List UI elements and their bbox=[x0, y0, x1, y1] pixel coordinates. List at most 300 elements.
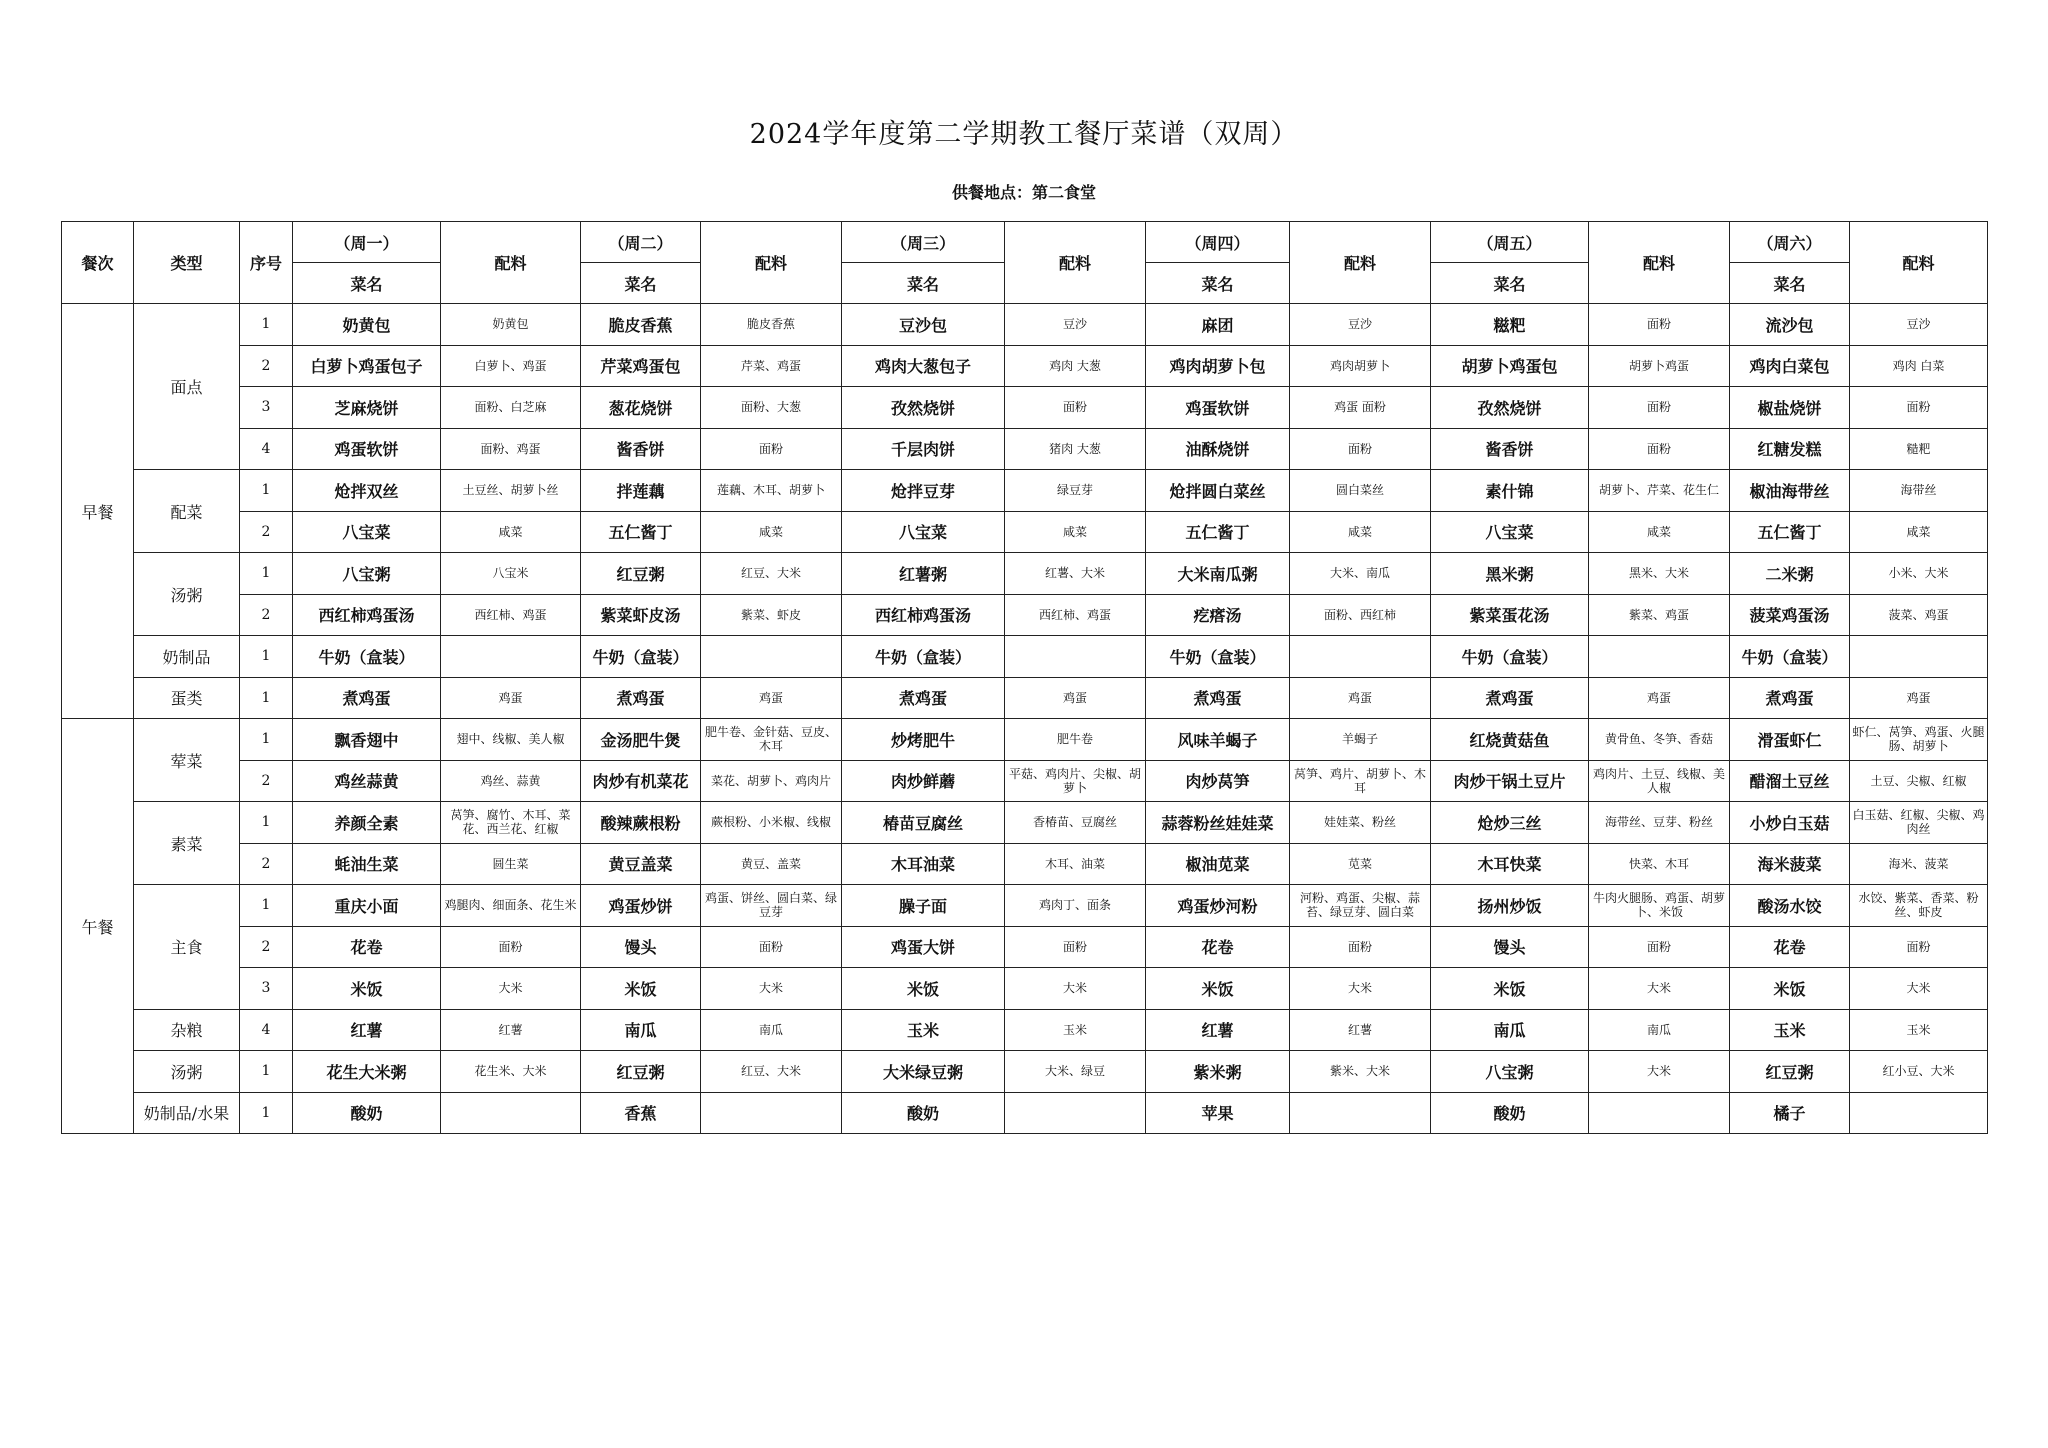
menu-table bbox=[61, 221, 1988, 1134]
dish-name-cell: 椒油海带丝 bbox=[1730, 470, 1850, 512]
ingredient-cell: 玉米 bbox=[1850, 1009, 1988, 1051]
dish-name-cell: 橘子 bbox=[1730, 1092, 1850, 1134]
category-cell: 荤菜 bbox=[134, 719, 240, 802]
ingredient-cell: 木耳、油菜 bbox=[1005, 843, 1146, 885]
ingredient-cell: 蕨根粉、小米椒、线椒 bbox=[701, 802, 842, 844]
ingredient-cell: 面粉 bbox=[1589, 304, 1730, 346]
meal-cell: 午餐 bbox=[62, 719, 134, 1134]
ingredient-cell: 面粉 bbox=[1850, 387, 1988, 429]
dish-name-cell: 煮鸡蛋 bbox=[1146, 677, 1290, 719]
ingredient-cell: 红豆、大米 bbox=[701, 553, 842, 595]
menu-row bbox=[62, 885, 1988, 927]
ingredient-cell: 土豆、尖椒、红椒 bbox=[1850, 760, 1988, 802]
ingredient-cell: 面粉 bbox=[1290, 926, 1431, 968]
dish-name-cell: 臊子面 bbox=[842, 885, 1005, 927]
ingredient-cell bbox=[1589, 636, 1730, 678]
header-dish-name: 菜名 bbox=[1431, 263, 1589, 304]
ingredient-cell bbox=[1589, 1092, 1730, 1134]
header-dish-name: 菜名 bbox=[1730, 263, 1850, 304]
dish-name-cell: 米饭 bbox=[1730, 968, 1850, 1010]
ingredient-cell: 鸡蛋 bbox=[1589, 677, 1730, 719]
ingredient-cell: 大米 bbox=[1589, 1051, 1730, 1093]
ingredient-cell: 水饺、紫菜、香菜、粉丝、虾皮 bbox=[1850, 885, 1988, 927]
menu-row bbox=[62, 594, 1988, 636]
dish-name-cell: 木耳油菜 bbox=[842, 843, 1005, 885]
ingredient-cell: 咸菜 bbox=[441, 511, 581, 553]
dish-name-cell: 鸡蛋炒饼 bbox=[581, 885, 701, 927]
ingredient-cell: 猪肉 大葱 bbox=[1005, 428, 1146, 470]
ingredient-cell: 鸡蛋 bbox=[1290, 677, 1431, 719]
dish-name-cell: 南瓜 bbox=[581, 1009, 701, 1051]
seq-cell: 1 bbox=[240, 636, 293, 678]
dish-name-cell: 炝拌豆芽 bbox=[842, 470, 1005, 512]
category-cell: 奶制品 bbox=[134, 636, 240, 678]
header-dish-name: 菜名 bbox=[293, 263, 441, 304]
header-meal: 餐次 bbox=[62, 222, 134, 304]
ingredient-cell: 土豆丝、胡萝卜丝 bbox=[441, 470, 581, 512]
seq-cell: 1 bbox=[240, 553, 293, 595]
header-day-mon: （周一） bbox=[293, 222, 441, 263]
dish-name-cell: 煮鸡蛋 bbox=[1431, 677, 1589, 719]
ingredient-cell bbox=[1005, 636, 1146, 678]
dish-name-cell: 肉炒有机菜花 bbox=[581, 760, 701, 802]
dish-name-cell: 炒烤肥牛 bbox=[842, 719, 1005, 761]
menu-row bbox=[62, 968, 1988, 1010]
ingredient-cell: 鸡蛋、饼丝、圆白菜、绿豆芽 bbox=[701, 885, 842, 927]
ingredient-cell: 牛肉火腿肠、鸡蛋、胡萝卜、米饭 bbox=[1589, 885, 1730, 927]
dish-name-cell: 木耳快菜 bbox=[1431, 843, 1589, 885]
header-ingredient: 配料 bbox=[1589, 222, 1730, 304]
dish-name-cell: 红豆粥 bbox=[1730, 1051, 1850, 1093]
menu-row bbox=[62, 1092, 1988, 1134]
ingredient-cell bbox=[1005, 1092, 1146, 1134]
seq-cell: 2 bbox=[240, 843, 293, 885]
dish-name-cell: 素什锦 bbox=[1431, 470, 1589, 512]
ingredient-cell: 肥牛卷、金针菇、豆皮、木耳 bbox=[701, 719, 842, 761]
dish-name-cell: 豆沙包 bbox=[842, 304, 1005, 346]
ingredient-cell bbox=[441, 636, 581, 678]
dish-name-cell: 黄豆盖菜 bbox=[581, 843, 701, 885]
ingredient-cell: 鸡蛋 bbox=[441, 677, 581, 719]
header-ingredient: 配料 bbox=[1850, 222, 1988, 304]
menu-row bbox=[62, 345, 1988, 387]
ingredient-cell: 咸菜 bbox=[1850, 511, 1988, 553]
ingredient-cell: 紫菜、鸡蛋 bbox=[1589, 594, 1730, 636]
ingredient-cell bbox=[441, 1092, 581, 1134]
dish-name-cell: 孜然烧饼 bbox=[842, 387, 1005, 429]
header-day-thu: （周四） bbox=[1146, 222, 1290, 263]
dish-name-cell: 葱花烧饼 bbox=[581, 387, 701, 429]
ingredient-cell: 面粉 bbox=[1850, 926, 1988, 968]
ingredient-cell: 菜花、胡萝卜、鸡肉片 bbox=[701, 760, 842, 802]
ingredient-cell: 大米 bbox=[441, 968, 581, 1010]
dish-name-cell: 玉米 bbox=[1730, 1009, 1850, 1051]
category-cell: 素菜 bbox=[134, 802, 240, 885]
dish-name-cell: 红糖发糕 bbox=[1730, 428, 1850, 470]
ingredient-cell: 鸡肉胡萝卜 bbox=[1290, 345, 1431, 387]
meal-cell: 早餐 bbox=[62, 304, 134, 719]
menu-row bbox=[62, 553, 1988, 595]
dish-name-cell: 孜然烧饼 bbox=[1431, 387, 1589, 429]
dish-name-cell: 红豆粥 bbox=[581, 553, 701, 595]
ingredient-cell: 糙粑 bbox=[1850, 428, 1988, 470]
ingredient-cell: 玉米 bbox=[1005, 1009, 1146, 1051]
dish-name-cell: 黑米粥 bbox=[1431, 553, 1589, 595]
dish-name-cell: 米饭 bbox=[1431, 968, 1589, 1010]
ingredient-cell: 黄豆、盖菜 bbox=[701, 843, 842, 885]
ingredient-cell: 咸菜 bbox=[701, 511, 842, 553]
dish-name-cell: 鸡肉白菜包 bbox=[1730, 345, 1850, 387]
dish-name-cell: 椒盐烧饼 bbox=[1730, 387, 1850, 429]
ingredient-cell: 胡萝卜鸡蛋 bbox=[1589, 345, 1730, 387]
dish-name-cell: 五仁酱丁 bbox=[1730, 511, 1850, 553]
ingredient-cell: 胡萝卜、芹菜、花生仁 bbox=[1589, 470, 1730, 512]
ingredient-cell: 翅中、线椒、美人椒 bbox=[441, 719, 581, 761]
ingredient-cell: 香椿苗、豆腐丝 bbox=[1005, 802, 1146, 844]
ingredient-cell: 菠菜、鸡蛋 bbox=[1850, 594, 1988, 636]
ingredient-cell: 大米、绿豆 bbox=[1005, 1051, 1146, 1093]
dish-name-cell: 煮鸡蛋 bbox=[293, 677, 441, 719]
ingredient-cell: 绿豆芽 bbox=[1005, 470, 1146, 512]
ingredient-cell: 黄骨鱼、冬笋、香菇 bbox=[1589, 719, 1730, 761]
ingredient-cell: 海米、菠菜 bbox=[1850, 843, 1988, 885]
menu-row bbox=[62, 843, 1988, 885]
ingredient-cell: 面粉 bbox=[1005, 926, 1146, 968]
page-title: 2024学年度第二学期教工餐厅菜谱（双周） bbox=[749, 119, 1299, 150]
dish-name-cell: 八宝粥 bbox=[1431, 1051, 1589, 1093]
ingredient-cell: 面粉 bbox=[1290, 428, 1431, 470]
ingredient-cell: 白萝卜、鸡蛋 bbox=[441, 345, 581, 387]
dish-name-cell: 南瓜 bbox=[1431, 1009, 1589, 1051]
dish-name-cell: 鸡蛋软饼 bbox=[293, 428, 441, 470]
dish-name-cell: 牛奶（盒装） bbox=[1146, 636, 1290, 678]
ingredient-cell: 面粉 bbox=[701, 428, 842, 470]
dish-name-cell: 小炒白玉菇 bbox=[1730, 802, 1850, 844]
dish-name-cell: 白萝卜鸡蛋包子 bbox=[293, 345, 441, 387]
ingredient-cell: 红薯、大米 bbox=[1005, 553, 1146, 595]
ingredient-cell: 黑米、大米 bbox=[1589, 553, 1730, 595]
header-day-sat: （周六） bbox=[1730, 222, 1850, 263]
header-day-wed: （周三） bbox=[842, 222, 1005, 263]
ingredient-cell: 大米 bbox=[701, 968, 842, 1010]
seq-cell: 4 bbox=[240, 1009, 293, 1051]
dish-name-cell: 蚝油生菜 bbox=[293, 843, 441, 885]
dish-name-cell: 五仁酱丁 bbox=[581, 511, 701, 553]
dish-name-cell: 米饭 bbox=[842, 968, 1005, 1010]
dish-name-cell: 花卷 bbox=[1146, 926, 1290, 968]
ingredient-cell: 脆皮香蕉 bbox=[701, 304, 842, 346]
dish-name-cell: 拌莲藕 bbox=[581, 470, 701, 512]
ingredient-cell: 紫菜、虾皮 bbox=[701, 594, 842, 636]
dish-name-cell: 大米绿豆粥 bbox=[842, 1051, 1005, 1093]
category-cell: 杂粮 bbox=[134, 1009, 240, 1051]
ingredient-cell: 大米 bbox=[1850, 968, 1988, 1010]
dish-name-cell: 养颜全素 bbox=[293, 802, 441, 844]
dish-name-cell: 米饭 bbox=[581, 968, 701, 1010]
seq-cell: 1 bbox=[240, 470, 293, 512]
menu-row bbox=[62, 802, 1988, 844]
dish-name-cell: 紫米粥 bbox=[1146, 1051, 1290, 1093]
dish-name-cell: 米饭 bbox=[293, 968, 441, 1010]
dish-name-cell: 千层肉饼 bbox=[842, 428, 1005, 470]
ingredient-cell: 小米、大米 bbox=[1850, 553, 1988, 595]
dish-name-cell: 蒜蓉粉丝娃娃菜 bbox=[1146, 802, 1290, 844]
menu-row bbox=[62, 1009, 1988, 1051]
seq-cell: 1 bbox=[240, 1051, 293, 1093]
ingredient-cell: 红豆、大米 bbox=[701, 1051, 842, 1093]
ingredient-cell: 面粉 bbox=[1589, 926, 1730, 968]
ingredient-cell: 苋菜 bbox=[1290, 843, 1431, 885]
dish-name-cell: 八宝菜 bbox=[842, 511, 1005, 553]
header-ingredient: 配料 bbox=[1290, 222, 1431, 304]
ingredient-cell: 鸡肉 白菜 bbox=[1850, 345, 1988, 387]
ingredient-cell: 肥牛卷 bbox=[1005, 719, 1146, 761]
dish-name-cell: 红豆粥 bbox=[581, 1051, 701, 1093]
ingredient-cell: 鸡肉 大葱 bbox=[1005, 345, 1146, 387]
ingredient-cell: 咸菜 bbox=[1290, 511, 1431, 553]
ingredient-cell: 面粉、西红柿 bbox=[1290, 594, 1431, 636]
ingredient-cell: 快菜、木耳 bbox=[1589, 843, 1730, 885]
ingredient-cell: 鸡蛋 bbox=[1850, 677, 1988, 719]
dish-name-cell: 炝拌双丝 bbox=[293, 470, 441, 512]
dish-name-cell: 红薯 bbox=[293, 1009, 441, 1051]
dish-name-cell: 芝麻烧饼 bbox=[293, 387, 441, 429]
ingredient-cell: 圆白菜丝 bbox=[1290, 470, 1431, 512]
dish-name-cell: 菠菜鸡蛋汤 bbox=[1730, 594, 1850, 636]
dish-name-cell: 花卷 bbox=[293, 926, 441, 968]
dish-name-cell: 煮鸡蛋 bbox=[842, 677, 1005, 719]
dish-name-cell: 醋溜土豆丝 bbox=[1730, 760, 1850, 802]
menu-row bbox=[62, 677, 1988, 719]
dish-name-cell: 花生大米粥 bbox=[293, 1051, 441, 1093]
ingredient-cell: 豆沙 bbox=[1005, 304, 1146, 346]
ingredient-cell: 红薯 bbox=[441, 1009, 581, 1051]
dish-name-cell: 酸汤水饺 bbox=[1730, 885, 1850, 927]
ingredient-cell: 白玉菇、红椒、尖椒、鸡肉丝 bbox=[1850, 802, 1988, 844]
dish-name-cell: 椒油苋菜 bbox=[1146, 843, 1290, 885]
menu-row bbox=[62, 470, 1988, 512]
category-cell: 配菜 bbox=[134, 470, 240, 553]
seq-cell: 4 bbox=[240, 428, 293, 470]
menu-row bbox=[62, 304, 1988, 346]
header-ingredient: 配料 bbox=[441, 222, 581, 304]
ingredient-cell: 八宝米 bbox=[441, 553, 581, 595]
dish-name-cell: 麻团 bbox=[1146, 304, 1290, 346]
ingredient-cell: 鸡肉片、土豆、线椒、美人椒 bbox=[1589, 760, 1730, 802]
dish-name-cell: 牛奶（盒装） bbox=[581, 636, 701, 678]
menu-row bbox=[62, 926, 1988, 968]
dish-name-cell: 酱香饼 bbox=[581, 428, 701, 470]
seq-cell: 1 bbox=[240, 677, 293, 719]
category-cell: 汤粥 bbox=[134, 1051, 240, 1093]
dish-name-cell: 红烧黄菇鱼 bbox=[1431, 719, 1589, 761]
seq-cell: 1 bbox=[240, 885, 293, 927]
ingredient-cell: 大米 bbox=[1005, 968, 1146, 1010]
ingredient-cell: 鸡肉丁、面条 bbox=[1005, 885, 1146, 927]
dish-name-cell: 鸡肉胡萝卜包 bbox=[1146, 345, 1290, 387]
seq-cell: 1 bbox=[240, 304, 293, 346]
ingredient-cell bbox=[1850, 1092, 1988, 1134]
ingredient-cell: 面粉、鸡蛋 bbox=[441, 428, 581, 470]
header-ingredient: 配料 bbox=[701, 222, 842, 304]
seq-cell: 3 bbox=[240, 387, 293, 429]
dish-name-cell: 紫菜虾皮汤 bbox=[581, 594, 701, 636]
header-day-fri: （周五） bbox=[1431, 222, 1589, 263]
seq-cell: 2 bbox=[240, 760, 293, 802]
header-dish-name: 菜名 bbox=[842, 263, 1005, 304]
dish-name-cell: 酱香饼 bbox=[1431, 428, 1589, 470]
dish-name-cell: 椿苗豆腐丝 bbox=[842, 802, 1005, 844]
ingredient-cell: 芹菜、鸡蛋 bbox=[701, 345, 842, 387]
header-day-tue: （周二） bbox=[581, 222, 701, 263]
header-dish-name: 菜名 bbox=[581, 263, 701, 304]
dish-name-cell: 苹果 bbox=[1146, 1092, 1290, 1134]
dish-name-cell: 金汤肥牛煲 bbox=[581, 719, 701, 761]
ingredient-cell: 红薯 bbox=[1290, 1009, 1431, 1051]
ingredient-cell: 红小豆、大米 bbox=[1850, 1051, 1988, 1093]
header-dish-name: 菜名 bbox=[1146, 263, 1290, 304]
category-cell: 面点 bbox=[134, 304, 240, 470]
header-ingredient: 配料 bbox=[1005, 222, 1146, 304]
ingredient-cell: 河粉、鸡蛋、尖椒、蒜苔、绿豆芽、圆白菜 bbox=[1290, 885, 1431, 927]
dish-name-cell: 肉炒鲜蘑 bbox=[842, 760, 1005, 802]
dish-name-cell: 五仁酱丁 bbox=[1146, 511, 1290, 553]
dish-name-cell: 煮鸡蛋 bbox=[1730, 677, 1850, 719]
dish-name-cell: 鸡蛋炒河粉 bbox=[1146, 885, 1290, 927]
ingredient-cell: 鸡蛋 bbox=[1005, 677, 1146, 719]
ingredient-cell: 咸菜 bbox=[1589, 511, 1730, 553]
menu-row bbox=[62, 719, 1988, 761]
seq-cell: 2 bbox=[240, 594, 293, 636]
ingredient-cell bbox=[1290, 636, 1431, 678]
dish-name-cell: 鸡蛋大饼 bbox=[842, 926, 1005, 968]
seq-cell: 2 bbox=[240, 926, 293, 968]
dish-name-cell: 八宝菜 bbox=[293, 511, 441, 553]
ingredient-cell: 面粉 bbox=[1005, 387, 1146, 429]
ingredient-cell: 圆生菜 bbox=[441, 843, 581, 885]
category-cell: 蛋类 bbox=[134, 677, 240, 719]
dish-name-cell: 风味羊蝎子 bbox=[1146, 719, 1290, 761]
dish-name-cell: 鸡肉大葱包子 bbox=[842, 345, 1005, 387]
dish-name-cell: 馒头 bbox=[581, 926, 701, 968]
ingredient-cell: 面粉 bbox=[441, 926, 581, 968]
ingredient-cell bbox=[1290, 1092, 1431, 1134]
dish-name-cell: 酸辣蕨根粉 bbox=[581, 802, 701, 844]
ingredient-cell: 莲藕、木耳、胡萝卜 bbox=[701, 470, 842, 512]
ingredient-cell: 南瓜 bbox=[1589, 1009, 1730, 1051]
dish-name-cell: 芹菜鸡蛋包 bbox=[581, 345, 701, 387]
ingredient-cell: 豆沙 bbox=[1850, 304, 1988, 346]
ingredient-cell bbox=[701, 1092, 842, 1134]
ingredient-cell: 海带丝 bbox=[1850, 470, 1988, 512]
dish-name-cell: 馒头 bbox=[1431, 926, 1589, 968]
dish-name-cell: 扬州炒饭 bbox=[1431, 885, 1589, 927]
menu-row bbox=[62, 636, 1988, 678]
dish-name-cell: 海米菠菜 bbox=[1730, 843, 1850, 885]
category-cell: 奶制品/水果 bbox=[134, 1092, 240, 1134]
ingredient-cell: 奶黄包 bbox=[441, 304, 581, 346]
dish-name-cell: 糍粑 bbox=[1431, 304, 1589, 346]
ingredient-cell: 大米 bbox=[1589, 968, 1730, 1010]
category-cell: 主食 bbox=[134, 885, 240, 1010]
dish-name-cell: 胡萝卜鸡蛋包 bbox=[1431, 345, 1589, 387]
dish-name-cell: 八宝粥 bbox=[293, 553, 441, 595]
dish-name-cell: 鸡丝蒜黄 bbox=[293, 760, 441, 802]
ingredient-cell: 面粉 bbox=[701, 926, 842, 968]
menu-body bbox=[62, 304, 1988, 1134]
ingredient-cell: 面粉、大葱 bbox=[701, 387, 842, 429]
dish-name-cell: 炝拌圆白菜丝 bbox=[1146, 470, 1290, 512]
dish-name-cell: 飘香翅中 bbox=[293, 719, 441, 761]
ingredient-cell: 西红柿、鸡蛋 bbox=[1005, 594, 1146, 636]
dish-name-cell: 滑蛋虾仁 bbox=[1730, 719, 1850, 761]
ingredient-cell: 莴笋、鸡片、胡萝卜、木耳 bbox=[1290, 760, 1431, 802]
ingredient-cell: 紫米、大米 bbox=[1290, 1051, 1431, 1093]
seq-cell: 1 bbox=[240, 719, 293, 761]
dish-name-cell: 酸奶 bbox=[1431, 1092, 1589, 1134]
ingredient-cell bbox=[1850, 636, 1988, 678]
dish-name-cell: 西红柿鸡蛋汤 bbox=[842, 594, 1005, 636]
ingredient-cell: 面粉 bbox=[1589, 387, 1730, 429]
dish-name-cell: 炝炒三丝 bbox=[1431, 802, 1589, 844]
dish-name-cell: 二米粥 bbox=[1730, 553, 1850, 595]
dish-name-cell: 八宝菜 bbox=[1431, 511, 1589, 553]
header-category: 类型 bbox=[134, 222, 240, 304]
dish-name-cell: 香蕉 bbox=[581, 1092, 701, 1134]
ingredient-cell bbox=[701, 636, 842, 678]
ingredient-cell: 虾仁、莴笋、鸡蛋、火腿肠、胡萝卜 bbox=[1850, 719, 1988, 761]
menu-row bbox=[62, 1051, 1988, 1093]
ingredient-cell: 海带丝、豆芽、粉丝 bbox=[1589, 802, 1730, 844]
ingredient-cell: 咸菜 bbox=[1005, 511, 1146, 553]
category-cell: 汤粥 bbox=[134, 553, 240, 636]
dish-name-cell: 红薯粥 bbox=[842, 553, 1005, 595]
dish-name-cell: 酸奶 bbox=[842, 1092, 1005, 1134]
dish-name-cell: 脆皮香蕉 bbox=[581, 304, 701, 346]
ingredient-cell: 鸡腿肉、细面条、花生米 bbox=[441, 885, 581, 927]
dish-name-cell: 花卷 bbox=[1730, 926, 1850, 968]
dish-name-cell: 牛奶（盒装） bbox=[1431, 636, 1589, 678]
ingredient-cell: 面粉 bbox=[1589, 428, 1730, 470]
header-seq: 序号 bbox=[240, 222, 293, 304]
dish-name-cell: 玉米 bbox=[842, 1009, 1005, 1051]
menu-row bbox=[62, 511, 1988, 553]
dish-name-cell: 牛奶（盒装） bbox=[1730, 636, 1850, 678]
page-subtitle: 供餐地点：第二食堂 bbox=[951, 183, 1096, 202]
menu-row bbox=[62, 387, 1988, 429]
dish-name-cell: 肉炒干锅土豆片 bbox=[1431, 760, 1589, 802]
dish-name-cell: 鸡蛋软饼 bbox=[1146, 387, 1290, 429]
ingredient-cell: 花生米、大米 bbox=[441, 1051, 581, 1093]
menu-row bbox=[62, 760, 1988, 802]
dish-name-cell: 重庆小面 bbox=[293, 885, 441, 927]
ingredient-cell: 羊蝎子 bbox=[1290, 719, 1431, 761]
dish-name-cell: 酸奶 bbox=[293, 1092, 441, 1134]
dish-name-cell: 疙瘩汤 bbox=[1146, 594, 1290, 636]
seq-cell: 3 bbox=[240, 968, 293, 1010]
dish-name-cell: 西红柿鸡蛋汤 bbox=[293, 594, 441, 636]
dish-name-cell: 牛奶（盒装） bbox=[842, 636, 1005, 678]
ingredient-cell: 西红柿、鸡蛋 bbox=[441, 594, 581, 636]
ingredient-cell: 大米、南瓜 bbox=[1290, 553, 1431, 595]
seq-cell: 1 bbox=[240, 802, 293, 844]
ingredient-cell: 鸡蛋 bbox=[701, 677, 842, 719]
dish-name-cell: 肉炒莴笋 bbox=[1146, 760, 1290, 802]
dish-name-cell: 米饭 bbox=[1146, 968, 1290, 1010]
seq-cell: 2 bbox=[240, 345, 293, 387]
seq-cell: 2 bbox=[240, 511, 293, 553]
ingredient-cell: 娃娃菜、粉丝 bbox=[1290, 802, 1431, 844]
